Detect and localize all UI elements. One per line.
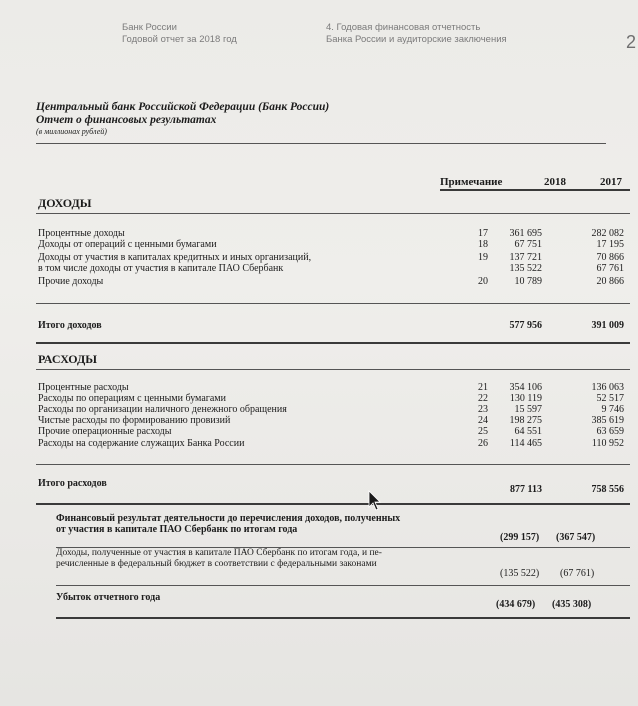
expense-row xyxy=(38,427,628,437)
expenses-total-bottom-rule xyxy=(36,503,630,505)
row-label: Расходы по организации наличного денежного обращения xyxy=(38,404,287,415)
header-report-name: Годовой отчет за 2018 год xyxy=(122,34,237,45)
row-value-2018: 64 551 xyxy=(514,426,542,437)
row-value-2018: 354 106 xyxy=(509,382,542,393)
row-value-2017: 17 195 xyxy=(596,239,624,250)
row-value-2017: 110 952 xyxy=(591,438,624,449)
row-note: 22 xyxy=(478,393,488,404)
row-note: 18 xyxy=(478,239,488,250)
report-statement-title: Отчет о финансовых результатах xyxy=(36,114,217,126)
loss-2018: (434 679) xyxy=(496,599,536,610)
row-label: Доходы от операций с ценными бумагами xyxy=(38,239,217,250)
header-section-subtitle: Банка России и аудиторские заключения xyxy=(326,34,507,45)
expense-row xyxy=(38,416,628,426)
row-label: Расходы по операциям с ценными бумагами xyxy=(38,393,226,404)
transferred-2017: (67 761) xyxy=(560,568,595,579)
row-value-2018: 361 695 xyxy=(509,228,542,239)
row-note: 26 xyxy=(478,438,488,449)
transferred-line2: речисленные в федеральный бюджет в соответствии с федеральными законами xyxy=(56,559,377,569)
expenses-total-label: Итого расходов xyxy=(38,478,107,489)
row-value-2017: 9 746 xyxy=(601,404,624,415)
row-value-2017: 70 866 xyxy=(596,252,624,263)
row-value-2018: 198 275 xyxy=(509,415,542,426)
header-left xyxy=(122,22,237,46)
row-note: 24 xyxy=(478,415,488,426)
report-units: (в миллионах рублей) xyxy=(36,127,107,136)
income-total-label: Итого доходов xyxy=(38,320,102,331)
row-value-2017: 385 619 xyxy=(591,415,624,426)
row-note: 19 xyxy=(478,252,488,263)
row-label: Расходы на содержание служащих Банка России xyxy=(38,438,245,449)
row-note: 21 xyxy=(478,382,488,393)
row-value-2018: 130 119 xyxy=(509,393,542,404)
row-label: Прочие операционные расходы xyxy=(38,426,172,437)
row-note: 17 xyxy=(478,228,488,239)
income-total-top-rule xyxy=(36,303,630,304)
transferred-line1: Доходы, полученные от участия в капитале ПАО Сбербанк по итогам года, и пе- xyxy=(56,548,382,558)
row-label: Доходы от участия в капиталах кредитных и иных организаций, xyxy=(38,252,312,263)
expense-row xyxy=(38,394,628,404)
row-label: Процентные доходы xyxy=(38,228,125,239)
expenses-total-top-rule xyxy=(36,464,630,465)
expenses-total-2018: 877 113 xyxy=(510,484,542,495)
financial-result-line1: Финансовый результат деятельности до перечисления доходов, полученных xyxy=(56,513,401,524)
expenses-heading: РАСХОДЫ xyxy=(38,352,98,366)
header-right xyxy=(326,22,507,46)
row-note: 23 xyxy=(478,404,488,415)
report-org-title: Центральный банк Российской Федерации (Банк России) xyxy=(36,101,330,113)
column-2018-header: 2018 xyxy=(544,176,566,188)
row-label: Прочие доходы xyxy=(38,276,104,287)
row-label: в том числе доходы от участия в капитале ПАО Сбербанк xyxy=(38,263,284,274)
transferred-2018: (135 522) xyxy=(500,568,540,579)
row-value-2018: 10 789 xyxy=(514,276,542,287)
expense-row xyxy=(38,405,628,415)
row-value-2017: 136 063 xyxy=(591,382,624,393)
column-note-header: Примечание xyxy=(440,176,503,188)
transferred-rule xyxy=(56,585,630,586)
page-number: 2 xyxy=(625,32,636,52)
mouse-pointer-icon xyxy=(368,490,382,512)
row-label: Процентные расходы xyxy=(38,382,129,393)
row-value-2017: 20 866 xyxy=(596,276,624,287)
row-value-2017: 67 761 xyxy=(596,263,624,274)
transferred-label xyxy=(56,548,382,570)
expenses-heading-rule xyxy=(36,369,630,370)
income-heading-rule xyxy=(36,213,630,214)
row-value-2018: 137 721 xyxy=(509,252,542,263)
expenses-total-2017: 758 556 xyxy=(591,484,624,495)
loss-rule xyxy=(56,617,630,619)
income-total-2017: 391 009 xyxy=(591,320,624,331)
row-value-2018: 135 522 xyxy=(509,263,542,274)
row-value-2017: 63 659 xyxy=(596,426,624,437)
financial-result-line2: от участия в капитале ПАО Сбербанк по итогам года xyxy=(56,524,298,535)
row-value-2018: 114 465 xyxy=(509,438,542,449)
financial-result-label xyxy=(56,513,400,535)
row-value-2018: 67 751 xyxy=(514,239,542,250)
expense-row xyxy=(38,383,628,393)
income-row xyxy=(38,240,628,250)
income-row xyxy=(38,277,628,287)
row-value-2018: 15 597 xyxy=(514,404,542,415)
income-row xyxy=(38,229,628,239)
row-label: Чистые расходы по формированию провизий xyxy=(38,415,231,426)
financial-result-2018: (299 157) xyxy=(500,532,540,543)
row-note: 20 xyxy=(478,276,488,287)
income-heading: ДОХОДЫ xyxy=(38,196,92,210)
row-value-2017: 282 082 xyxy=(591,228,624,239)
header-section-title: 4. Годовая финансовая отчетность xyxy=(326,22,481,33)
column-header-rule xyxy=(440,189,630,191)
income-row xyxy=(38,253,628,263)
row-value-2017: 52 517 xyxy=(596,393,624,404)
financial-result-2017: (367 547) xyxy=(556,532,596,543)
header-bank-name: Банк России xyxy=(122,22,177,33)
loss-2017: (435 308) xyxy=(552,599,592,610)
title-rule xyxy=(36,143,606,144)
income-row xyxy=(38,264,628,274)
expense-row xyxy=(38,439,628,449)
income-total-bottom-rule xyxy=(36,342,630,344)
row-note: 25 xyxy=(478,426,488,437)
loss-label: Убыток отчетного года xyxy=(56,592,161,603)
income-total-2018: 577 956 xyxy=(509,320,542,331)
column-2017-header: 2017 xyxy=(600,176,622,188)
